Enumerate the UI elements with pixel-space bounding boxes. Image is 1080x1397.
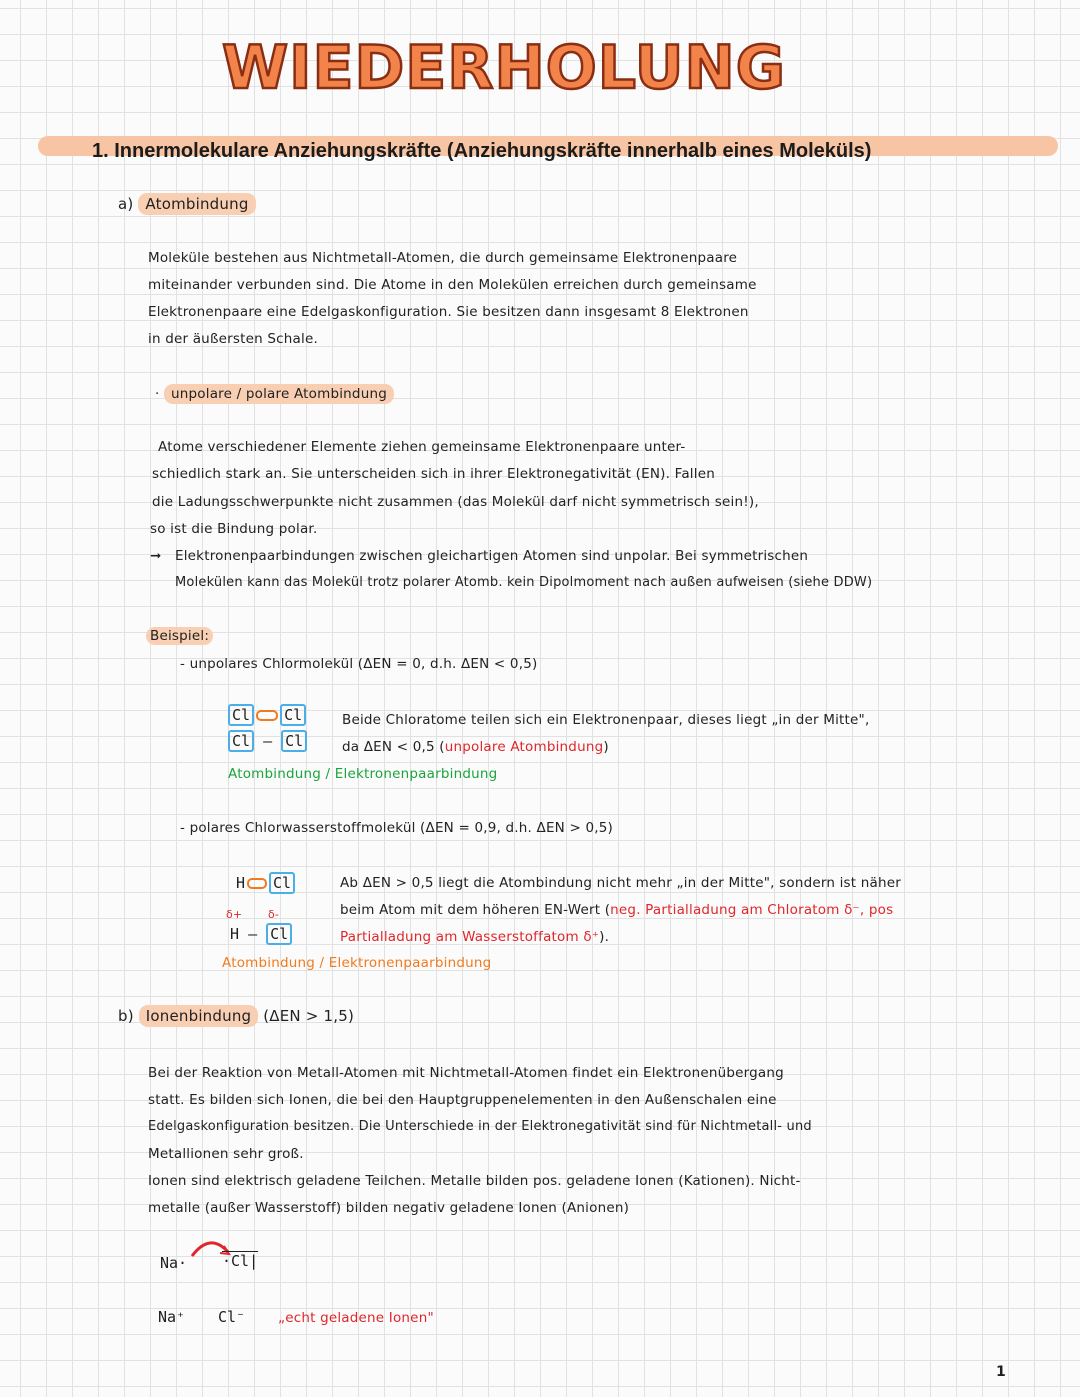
section-heading: 1. Innermolekulare Anziehungskräfte (Anziehungskräfte innerhalb eines Moleküls) <box>92 140 872 162</box>
reaction-na: Na· <box>160 1254 188 1272</box>
text-line: Bei der Reaktion von Metall-Atomen mit Nichtmetall-Atomen findet ein Elektronenübergang <box>148 1065 784 1081</box>
subsection-a-label: Atombindung <box>138 193 255 215</box>
hcl-text-line2: beim Atom mit dem höheren EN-Wert (neg. Partialladung am Chloratom δ⁻, pos <box>340 902 894 918</box>
page-number: 1 <box>996 1364 1006 1380</box>
polar-subheading <box>155 386 394 402</box>
example1-heading: - unpolares Chlormolekül (ΔEN = 0, d.h. ΔEN < 0,5) <box>180 656 538 672</box>
hcl-formula-dots: H Cl <box>236 874 295 892</box>
text-line: Molekülen kann das Molekül trotz polarer Atomb. kein Dipolmoment nach außen aufweisen (siehe DDW) <box>175 575 873 590</box>
example2-heading: - polares Chlorwasserstoffmolekül (ΔEN = 0,9, d.h. ΔEN > 0,5) <box>180 820 614 836</box>
text-line: schiedlich stark an. Sie unterscheiden sich in ihrer Elektronegativität (EN). Fallen <box>152 466 715 482</box>
text-line: Metallionen sehr groß. <box>148 1146 304 1162</box>
hcl-text-line1: Ab ΔEN > 0,5 liegt die Atombindung nicht mehr „in der Mitte", sondern ist näher <box>340 875 902 891</box>
example-label: Beispiel: <box>146 628 213 644</box>
subsection-b-marker: b) <box>118 1007 134 1025</box>
text-line: Elektronenpaare eine Edelgaskonfiguration. Sie besitzen dann insgesamt 8 Elektronen <box>148 304 749 320</box>
subsection-a-marker: a) <box>118 195 134 213</box>
subsection-b-suffix: (ΔEN > 1,5) <box>263 1007 355 1025</box>
electron-pair-icon <box>247 878 267 889</box>
text-line: Edelgaskonfiguration besitzen. Die Unterschiede in der Elektronegativität sind für Nichtmetall- und <box>148 1119 812 1134</box>
hcl-text-line3: Partialladung am Wasserstoffatom δ⁺). <box>340 929 610 945</box>
cl2-formula-dots: Cl Cl <box>228 706 306 724</box>
electron-pair-icon <box>256 710 278 721</box>
arrow-icon: ➞ <box>150 548 162 564</box>
text-line: in der äußersten Schale. <box>148 331 318 347</box>
cl2-text-line1: Beide Chloratome teilen sich ein Elektronenpaar, dieses liegt „in der Mitte", <box>342 712 870 728</box>
ion-note: „echt geladene Ionen" <box>278 1310 434 1326</box>
bullet: · <box>155 386 160 402</box>
polar-subheading-label: unpolare / polare Atombindung <box>164 384 394 404</box>
hcl-formula-bond: H – Cl <box>230 925 292 943</box>
delta-minus: δ- <box>268 908 280 921</box>
text-line: Elektronenpaarbindungen zwischen gleichartigen Atomen sind unpolar. Bei symmetrischen <box>175 548 809 564</box>
text-line: so ist die Bindung polar. <box>150 521 318 537</box>
cl2-text-line2: da ΔEN < 0,5 (unpolare Atombindung) <box>342 739 609 755</box>
text-line: miteinander verbunden sind. Die Atome in den Molekülen erreichen durch gemeinsame <box>148 277 757 293</box>
hcl-caption: Atombindung / Elektronenpaarbindung <box>222 955 492 971</box>
delta-plus: δ+ <box>226 908 243 921</box>
subsection-b-label: Ionenbindung <box>139 1005 259 1027</box>
ion-na: Na⁺ <box>158 1308 186 1326</box>
text-line: Moleküle bestehen aus Nichtmetall-Atomen, die durch gemeinsame Elektronenpaare <box>148 250 738 266</box>
ion-cl: Cl⁻ <box>218 1308 246 1326</box>
subsection-a <box>118 195 256 213</box>
text-line: statt. Es bilden sich Ionen, die bei den Hauptgruppenelementen in den Außenschalen eine <box>148 1092 777 1108</box>
cl2-caption: Atombindung / Elektronenpaarbindung <box>228 766 498 782</box>
text-line: Ionen sind elektrisch geladene Teilchen. Metalle bilden pos. geladene Ionen (Kationen). Nicht- <box>148 1173 801 1189</box>
text-line: die Ladungsschwerpunkte nicht zusammen (das Molekül darf nicht symmetrisch sein!), <box>152 494 759 510</box>
text-line: Atome verschiedener Elemente ziehen gemeinsame Elektronenpaare unter- <box>158 439 686 455</box>
page-title: WIEDERHOLUNG <box>222 33 786 103</box>
cl2-formula-bond: Cl – Cl <box>228 732 307 750</box>
text-line: metalle (außer Wasserstoff) bilden negativ geladene Ionen (Anionen) <box>148 1200 630 1216</box>
subsection-b <box>118 1007 354 1025</box>
reaction-cl: ·Cl| <box>222 1252 259 1270</box>
